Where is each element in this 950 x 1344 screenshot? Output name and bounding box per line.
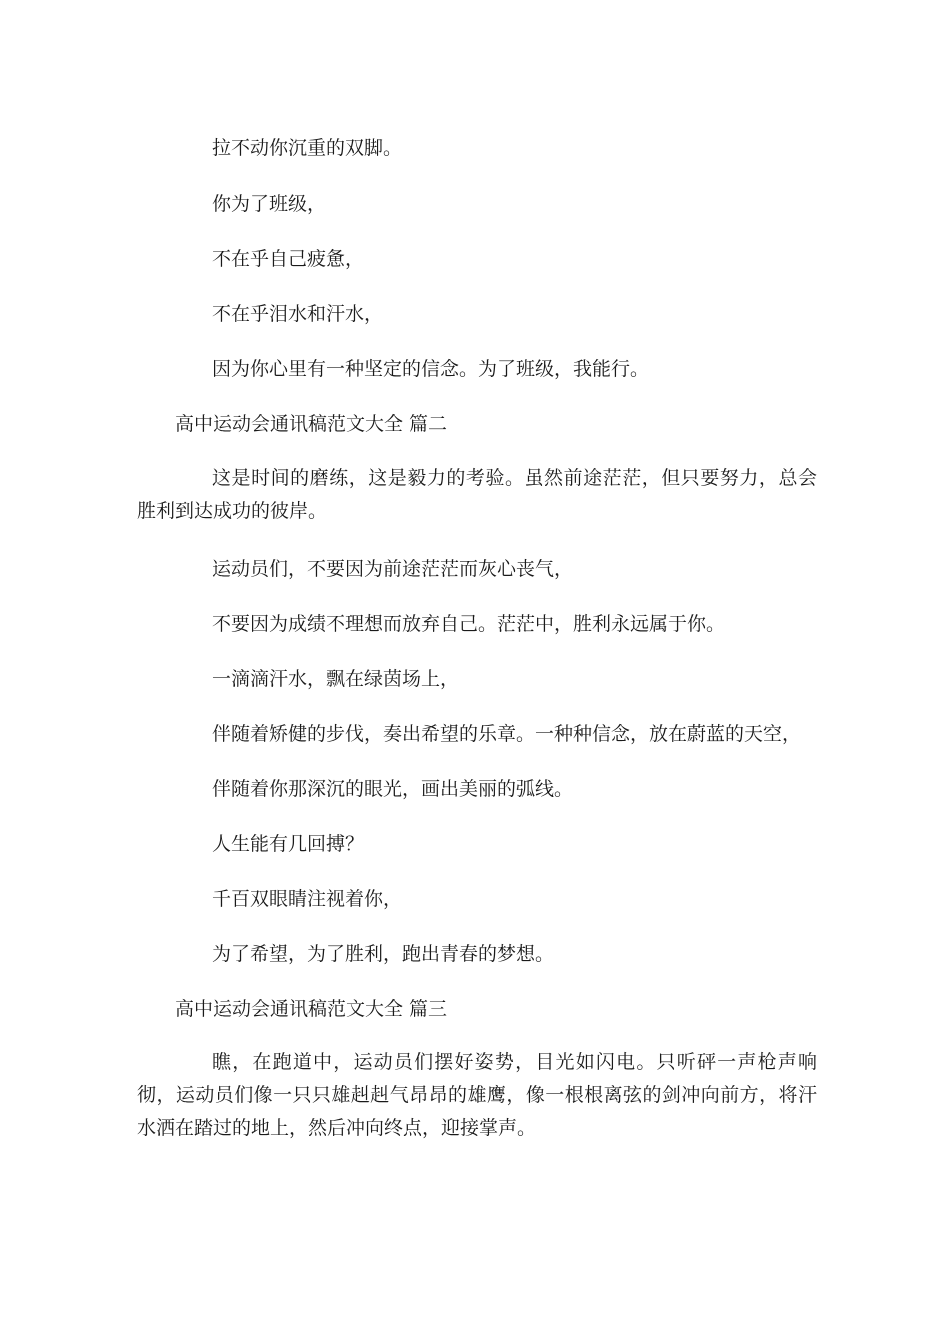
- poem-line: 拉不动你沉重的双脚。: [212, 137, 403, 159]
- poem-line: 千百双眼睛注视着你，: [212, 888, 403, 910]
- poem-line: 你为了班级，: [212, 193, 327, 215]
- body-paragraph: 这是时间的磨练，这是毅力的考验。虽然前途茫茫，但只要努力，总会胜利到达成功的彼岸。: [137, 467, 817, 522]
- section-heading: 高中运动会通讯稿范文大全 篇三: [175, 998, 448, 1020]
- poem-line: 不要因为成绩不理想而放弃自己。茫茫中，胜利永远属于你。: [212, 613, 726, 635]
- section-heading: 高中运动会通讯稿范文大全 篇二: [175, 413, 448, 435]
- body-paragraph: 瞧，在跑道中，运动员们摆好姿势，目光如闪电。只听砰一声枪声响彻，运动员们像一只只雄赳赳气昂昂的雄鹰，像一根根离弦的剑冲向前方，将汗水洒在踏过的地上，然后冲向终点，迎接掌声。: [137, 1051, 817, 1139]
- poem-line: 人生能有几回搏？: [212, 833, 365, 855]
- poem-line: 伴随着你那深沉的眼光，画出美丽的弧线。: [212, 778, 574, 800]
- poem-line: 伴随着矫健的步伐，奏出希望的乐章。一种种信念，放在蔚蓝的天空，: [212, 723, 802, 745]
- poem-line: 不在乎泪水和汗水，: [212, 303, 384, 325]
- poem-line: 一滴滴汗水，飘在绿茵场上，: [212, 668, 460, 690]
- poem-line: 因为你心里有一种坚定的信念。为了班级，我能行。: [212, 358, 650, 380]
- poem-line: 运动员们，不要因为前途茫茫而灰心丧气，: [212, 558, 574, 580]
- poem-line: 不在乎自己疲惫，: [212, 248, 365, 270]
- poem-line: 为了希望，为了胜利，跑出青春的梦想。: [212, 943, 555, 965]
